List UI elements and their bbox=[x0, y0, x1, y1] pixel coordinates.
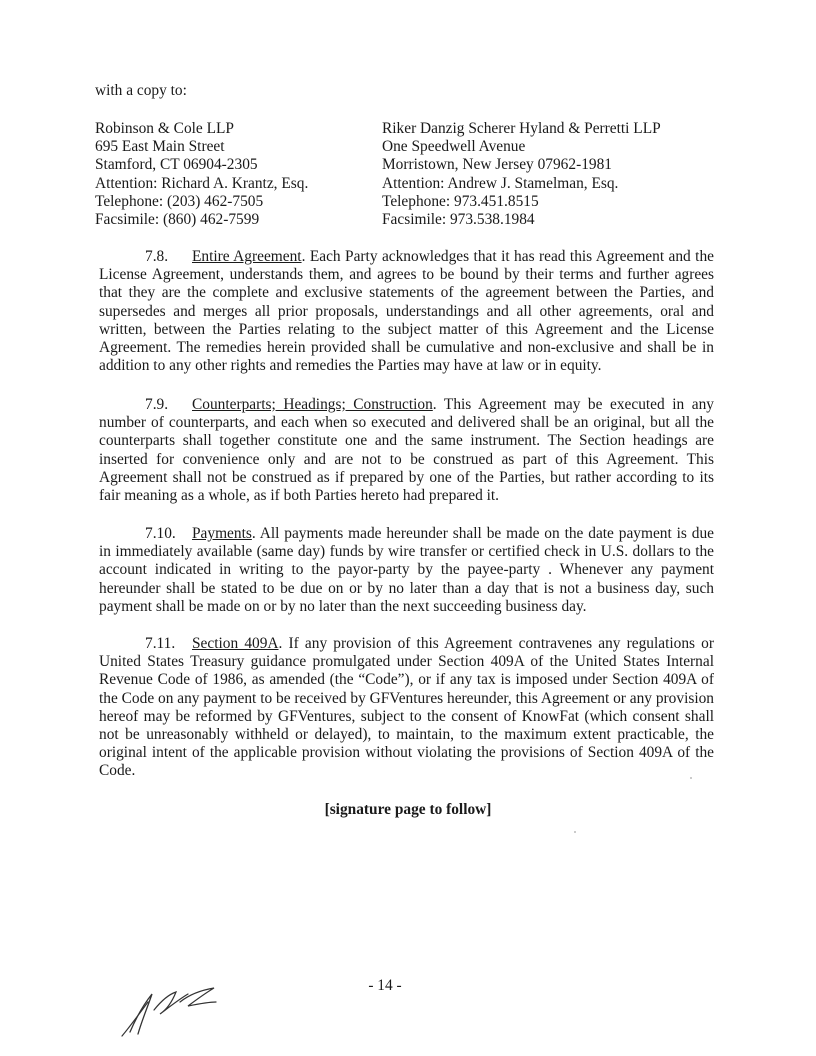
scan-speck bbox=[690, 777, 692, 779]
address-block-riker-danzig bbox=[382, 120, 742, 229]
section-7-8-entire-agreement bbox=[99, 248, 714, 375]
signature-page-notice: [signature page to follow] bbox=[324, 801, 492, 818]
section-heading: Entire Agreement bbox=[192, 248, 302, 265]
section-7-11-section-409a bbox=[99, 635, 714, 781]
street-address: One Speedwell Avenue bbox=[382, 138, 526, 156]
scan-speck bbox=[574, 831, 576, 833]
section-heading: Counterparts; Headings; Construction bbox=[192, 396, 433, 413]
street-address: 695 East Main Street bbox=[95, 138, 225, 156]
telephone-line: Telephone: (203) 462-7505 bbox=[95, 192, 264, 210]
section-number: 7.11. bbox=[145, 635, 176, 652]
city-line: Morristown, New Jersey 07962-1981 bbox=[382, 156, 612, 174]
section-number: 7.10. bbox=[145, 525, 176, 542]
section-text: . All payments made hereunder shall be made on the date payment is due in immediately available (same day) funds by wire transfer or certified check in U.S. dollars to the account indicated in writing to the payor-party by the payee-party . Whenever any payment hereunder shall be stated to be due on or by no later than a day that is not a business day, such payment shall be made on or by no later than the next succeeding business day. bbox=[99, 525, 714, 615]
city-line: Stamford, CT 06904-2305 bbox=[95, 156, 258, 174]
section-7-10-payments bbox=[99, 525, 714, 616]
section-text: . This Agreement may be executed in any number of counterparts, and each when so executed and delivered shall be an original, but all the counterparts shall together constitute one and the same instrument. The Section headings are inserted for convenience only and are not to be construed as part of this Agreement. This Agreement shall not be construed as if prepared by one of the Parties, but rather according to its fair meaning as a whole, as if both Parties hereto had prepared it. bbox=[99, 396, 714, 505]
firm-name: Riker Danzig Scherer Hyland & Perretti LLP bbox=[382, 120, 661, 137]
telephone-line: Telephone: 973.451.8515 bbox=[382, 192, 539, 210]
facsimile-line: Facsimile: (860) 462-7599 bbox=[95, 211, 260, 229]
page-number: - 14 - bbox=[368, 977, 402, 994]
attention-line: Attention: Richard A. Krantz, Esq. bbox=[95, 174, 309, 192]
section-heading: Section 409A bbox=[192, 635, 279, 652]
handwritten-initials-icon bbox=[118, 980, 228, 1040]
section-number: 7.9. bbox=[145, 396, 169, 413]
section-7-9-counterparts bbox=[99, 396, 714, 505]
section-text: . Each Party acknowledges that it has read this Agreement and the License Agreement, understands them, and agrees to be bound by their terms and further agrees that they are the complete and exclusive statements of the agreement between the Parties, and supersedes and merges all prior proposals, understandings and all other agreements, oral and written, between the Parties relating to the subject matter of this Agreement and the License Agreement. The remedies herein provided shall be cumulative and non-exclusive and shall be in addition to any other rights and remedies the Parties may have at law or in equity. bbox=[99, 248, 714, 375]
section-text: . If any provision of this Agreement contravenes any regulations or United States Treasury guidance promulgated under Section 409A of the United States Internal Revenue Code of 1986, as amended (the “Code”), or if any tax is imposed under Section 409A of the Code on any payment to be received by GFVentures hereunder, this Agreement or any provision hereof may be reformed by GFVentures, subject to the consent of KnowFat (which consent shall not be unreasonably withheld or delayed), to maintain, to the maximum extent practicable, the original intent of the applicable provision without violating the provisions of Section 409A of the Code. bbox=[99, 635, 714, 780]
firm-suffix: LLP bbox=[206, 120, 234, 137]
copy-to-label: with a copy to: bbox=[95, 82, 187, 99]
firm-name: Robinson & Cole LLP bbox=[95, 120, 234, 137]
facsimile-line: Facsimile: 973.538.1984 bbox=[382, 211, 535, 229]
address-block-robinson-cole bbox=[95, 120, 425, 229]
section-heading: Payments bbox=[192, 525, 252, 542]
section-number: 7.8. bbox=[145, 248, 169, 265]
attention-line: Attention: Andrew J. Stamelman, Esq. bbox=[382, 174, 619, 192]
